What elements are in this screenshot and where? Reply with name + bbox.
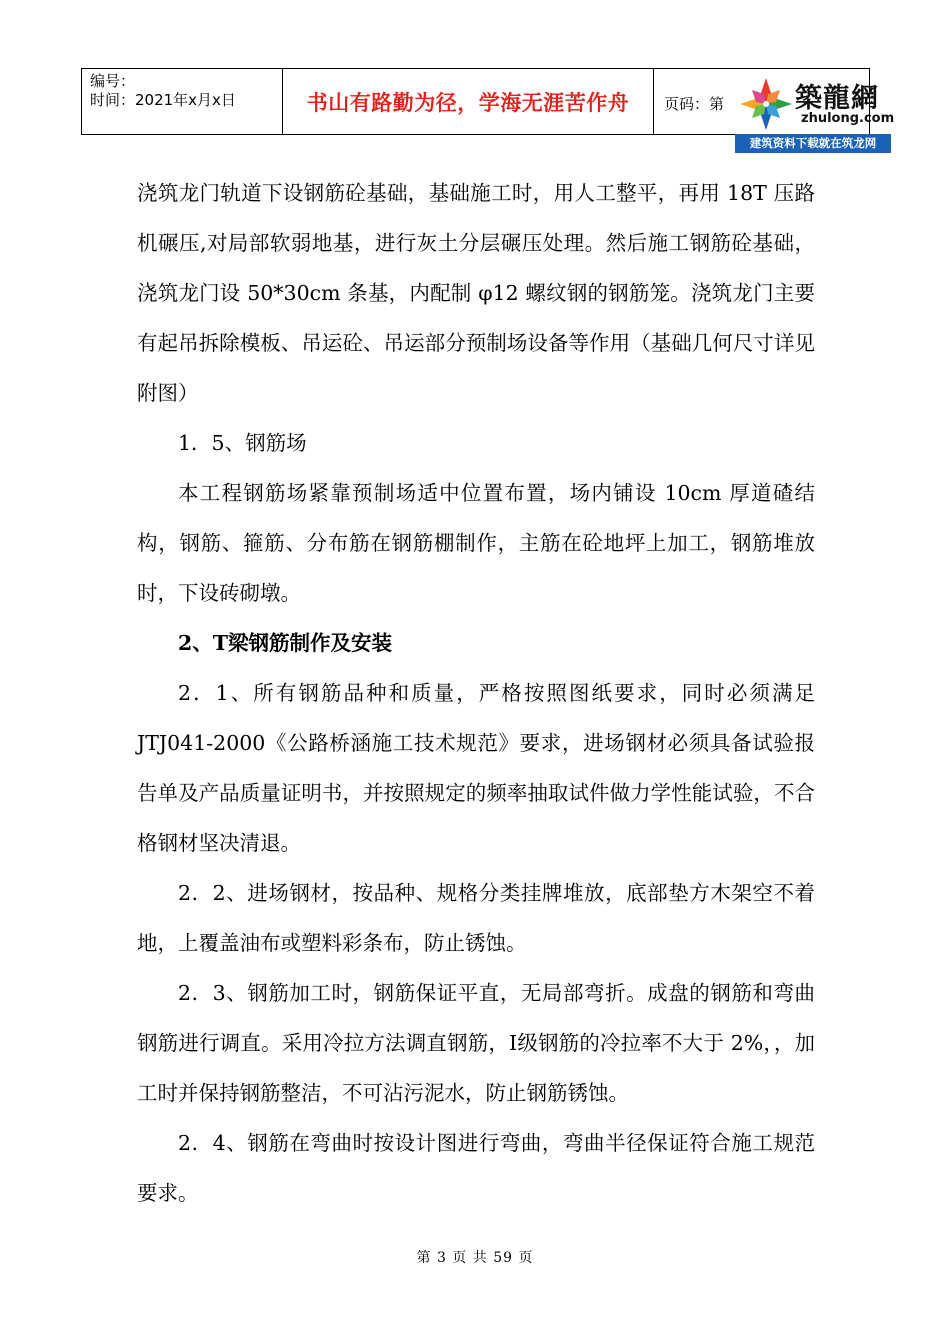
section-heading: 1．5、钢筋场 [178, 431, 307, 455]
page-number-label: 页码：第 [664, 95, 725, 113]
zhulong-logo [735, 74, 895, 154]
header-slogan: 书山有路勤为径，学海无涯苦作舟 [283, 69, 654, 134]
pinwheel-logo-icon [735, 74, 797, 136]
document-number-label: 编号： [90, 72, 136, 90]
page-footer: 第 3 页 共 59 页 [416, 1250, 534, 1266]
document-body [137, 168, 815, 1218]
header-meta-cell [82, 69, 283, 134]
body-paragraph: 2．4、钢筋在弯曲时按设计图进行弯曲，弯曲半径保证符合施工规范要求。 [137, 1131, 815, 1205]
body-paragraph: 本工程钢筋场紧靠预制场适中位置布置，场内铺设 10cm 厚道碴结构，钢筋、箍筋、分布筋在钢筋棚制作，主筋在砼地坪上加工，钢筋堆放时，下设砖砌墩。 [137, 481, 815, 605]
document-date-label: 时间：2021年x月x日 [90, 91, 236, 109]
chapter-heading: 2、T梁钢筋制作及安装 [178, 631, 393, 655]
logo-url: zhulong.com [801, 111, 895, 126]
logo-name: 築龍網 [795, 83, 879, 114]
logo-tagline: 建筑资料下载就在筑龙网 [735, 134, 891, 153]
body-paragraph: 2．1、所有钢筋品种和质量，严格按照图纸要求，同时必须满足 JTJ041-2000《公路桥涵施工技术规范》要求，进场钢材必须具备试验报告单及产品质量证明书，并按照规定的频率抽取试件做力学性能试验，不合格钢材坚决清退。 [137, 681, 815, 855]
body-paragraph: 浇筑龙门轨道下设钢筋砼基础，基础施工时，用人工整平，再用 18T 压路机碾压,对局部软弱地基，进行灰土分层碾压处理。然后施工钢筋砼基础，浇筑龙门设 50*30cm 条基，内配制 φ12 螺纹钢的钢筋笼。浇筑龙门主要有起吊拆除模板、吊运砼、吊运部分预制场设备等作用（基础几何尺寸详见附图） [137, 181, 815, 405]
body-paragraph: 2．3、钢筋加工时，钢筋保证平直，无局部弯折。成盘的钢筋和弯曲钢筋进行调直。采用冷拉方法调直钢筋，Ⅰ级钢筋的冷拉率不大于 2%，，加工时并保持钢筋整洁，不可沾污泥水，防止钢筋锈蚀。 [137, 981, 815, 1105]
body-paragraph: 2．2、进场钢材，按品种、规格分类挂牌堆放，底部垫方木架空不着地，上覆盖油布或塑料彩条布，防止锈蚀。 [137, 881, 815, 955]
